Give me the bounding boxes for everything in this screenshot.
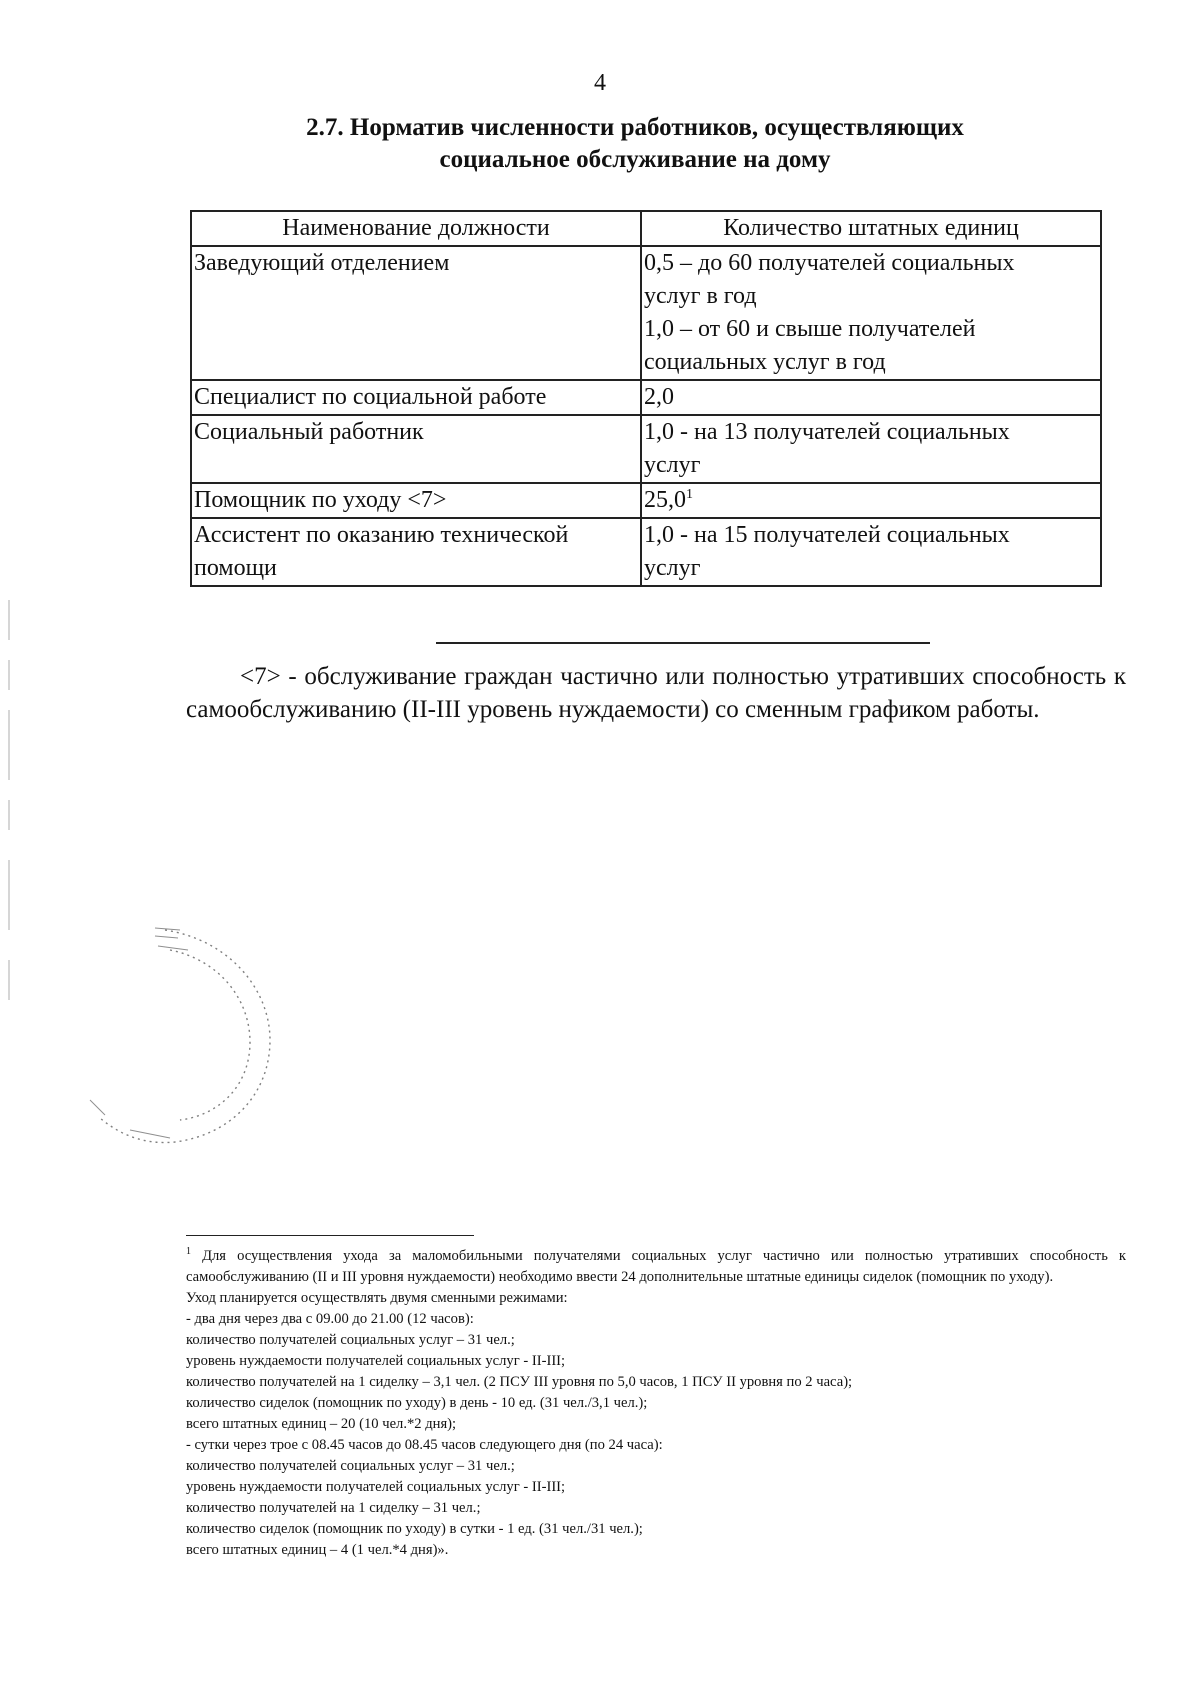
cell-position-line: помощи (194, 555, 277, 581)
cell-quantity-line: 1,0 – от 60 и свыше получателей (644, 316, 976, 342)
cell-position: Специалист по социальной работе (191, 380, 641, 415)
cell-position (191, 518, 641, 586)
cell-position: Социальный работник (191, 415, 641, 483)
footnote-line: уровень нуждаемости получателей социальных услуг - II-III; (186, 1353, 566, 1369)
footnote-first (186, 1246, 1126, 1288)
table-row (191, 518, 1101, 586)
footnote-marker: 1 (186, 1246, 191, 1258)
section-title-line-2: социальное обслуживание на дому (439, 146, 831, 173)
section-title-line-1: 2.7. Норматив численности работников, осуществляющих (306, 114, 964, 141)
footnote-line: количество получателей на 1 сиделку – 31 чел.; (186, 1500, 481, 1516)
cell-quantity (641, 518, 1101, 586)
cell-quantity-line: 0,5 – до 60 получателей социальных (644, 250, 1015, 276)
cell-quantity-line: услуг (644, 555, 701, 581)
footnote-line: количество сиделок (помощник по уходу) в день - 10 ед. (31 чел./3,1 чел.); (186, 1395, 648, 1411)
footnote-line: - два дня через два с 09.00 до 21.00 (12 часов): (186, 1311, 474, 1327)
footnote-line: количество получателей социальных услуг – 31 чел.; (186, 1458, 515, 1474)
footnote-reference: 1 (686, 487, 693, 502)
table-row (191, 415, 1101, 483)
header-position: Наименование должности (191, 211, 641, 246)
cell-quantity-line: 1,0 - на 15 получателей социальных (644, 522, 1010, 548)
cell-quantity-line: услуг (644, 452, 701, 478)
footnote-line: - сутки через трое с 08.45 часов до 08.45 часов следующего дня (по 24 часа): (186, 1437, 663, 1453)
cell-position-line: Ассистент по оказанию технической (194, 522, 569, 548)
footnote-block (186, 1246, 1126, 1561)
table-row (191, 246, 1101, 380)
header-quantity: Количество штатных единиц (641, 211, 1101, 246)
cell-quantity-line: 1,0 - на 13 получателей социальных (644, 419, 1010, 445)
seal-stamp-icon (70, 920, 300, 1160)
footnote-line: количество получателей социальных услуг – 31 чел.; (186, 1332, 515, 1348)
section-title (190, 112, 1080, 176)
footnote-line: количество получателей на 1 сиделку – 3,1 чел. (2 ПСУ III уровня по 5,0 часов, 1 ПСУ II уровня по 2 часа); (186, 1374, 853, 1390)
scan-margin-marks (6, 600, 12, 1100)
cell-quantity (641, 246, 1101, 380)
cell-quantity-line: услуг в год (644, 283, 757, 309)
footnote-line: количество сиделок (помощник по уходу) в сутки - 1 ед. (31 чел./31 чел.); (186, 1521, 643, 1537)
cell-quantity (641, 483, 1101, 518)
note-paragraph: <7> - обслуживание граждан частично или полностью утративших способность к самообслуживанию (II-III уровень нуждаемости) со сменным графиком работы. (186, 663, 1126, 723)
table-row (191, 380, 1101, 415)
separator-line (436, 642, 930, 644)
page-number: 4 (594, 70, 606, 96)
table-row (191, 483, 1101, 518)
cell-position: Помощник по уходу <7> (191, 483, 641, 518)
footnote-separator (186, 1235, 474, 1236)
footnote-line: уровень нуждаемости получателей социальных услуг - II-III; (186, 1479, 566, 1495)
cell-quantity (641, 415, 1101, 483)
footnote-line: всего штатных единиц – 20 (10 чел.*2 дня); (186, 1416, 457, 1432)
cell-position: Заведующий отделением (191, 246, 641, 380)
cell-quantity: 2,0 (641, 380, 1101, 415)
footnote-line: Уход планируется осуществлять двумя сменными режимами: (186, 1290, 568, 1306)
staffing-table (190, 210, 1102, 587)
footnote-line: всего штатных единиц – 4 (1 чел.*4 дня)». (186, 1542, 449, 1558)
cell-quantity-line: социальных услуг в год (644, 349, 886, 375)
cell-quantity-value: 25,0 (644, 487, 686, 513)
table-header-row (191, 211, 1101, 246)
footnote-first-text: Для осуществления ухода за маломобильными получателями социальных услуг частично или полностью утративших способность к самообслуживанию (II и III уровня нуждаемости) необходимо ввести 24 дополнительные штатные единицы сиделок (помощник по уходу). (186, 1248, 1126, 1285)
